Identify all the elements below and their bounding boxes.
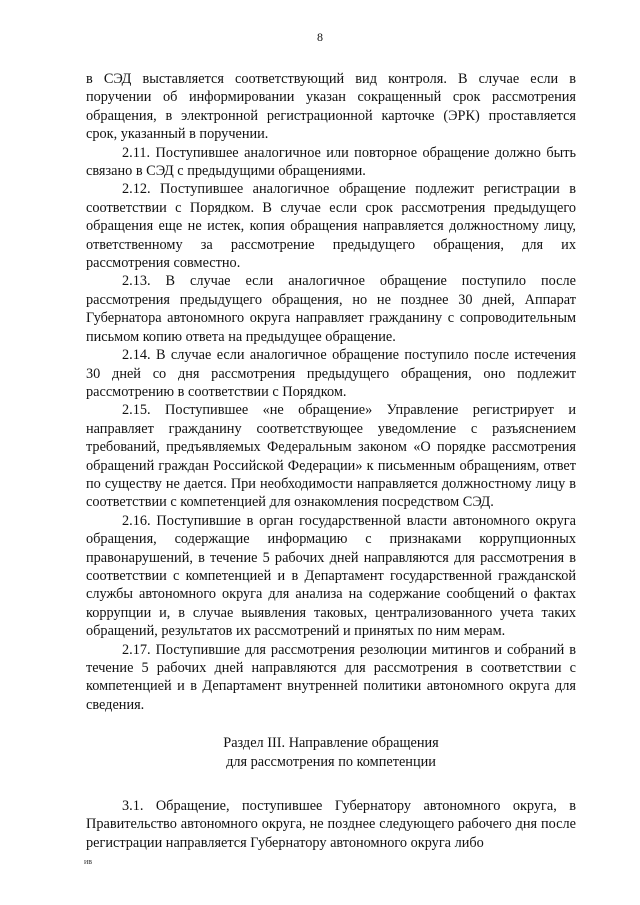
paragraph-2-17: 2.17. Поступившие для рассмотрения резолюции митингов и собраний в течение 5 рабочих дней направляются для рассмотрения в соответствии с компетенцией и в Департамент внутренней политики автономного округа для сведения.: [86, 641, 576, 713]
paragraph-2-11: 2.11. Поступившее аналогичное или повторное обращение должно быть связано в СЭД с предыдущими обращениями.: [86, 144, 576, 180]
paragraph-3-1: 3.1. Обращение, поступившее Губернатору автономного округа, в Правительство автономного округа, не позднее следующего рабочего дня после регистрации направляется Губернатору автономного округа либо: [86, 798, 576, 851]
document-body: [86, 70, 576, 852]
page-number: 8: [317, 30, 323, 44]
section-title: [86, 734, 576, 771]
paragraph-2-15: 2.15. Поступившее «не обращение» Управление регистрирует и направляет гражданину соответствующее уведомление с разъяснением требований, предъявляемых Федеральным законом «О порядке рассмотрения обращений граждан Российской Федерации» к письменным обращениям, ответ по существу не дается. При необходимости направляется должностному лицу в соответствии с компетенцией для ознакомления посредством СЭД.: [86, 402, 576, 511]
paragraph-2-12: 2.12. Поступившее аналогичное обращение подлежит регистрации в соответствии с Порядком. В случае если срок рассмотрения предыдущего обращения еще не истек, копия обращения направляется должностному лицу, ответственному за рассмотрение предыдущего обращения, для их рассмотрения совместно.: [86, 181, 576, 272]
paragraph-2-13: 2.13. В случае если аналогичное обращение поступило после рассмотрения предыдущего обращения, но не позднее 30 дней, Аппарат Губернатора автономного округа направляет гражданину с сопроводительным письмом копию ответа на предыдущее обращение.: [86, 273, 576, 345]
paragraph-2-14: 2.14. В случае если аналогичное обращение поступило после истечения 30 дней со дня рассмотрения предыдущего обращения, оно подлежит рассмотрению в соответствии с Порядком.: [86, 347, 576, 400]
paragraph-continuation: в СЭД выставляется соответствующий вид контроля. В случае если в поручении об информировании указан сокращенный срок рассмотрения обращения, в электронной регистрационной карточке (ЭРК) проставляется срок, указанный в поручении.: [86, 71, 576, 143]
section-spacer: [86, 771, 576, 797]
section-title-line-1: Раздел III. Направление обращения: [223, 735, 439, 752]
footer-mark: ив: [84, 857, 93, 866]
paragraph-2-16: 2.16. Поступившие в орган государственной власти автономного округа обращения, содержащие информацию с признаками коррупционных правонарушений, в течение 5 рабочих дней направляются для рассмотрения в соответствии с компетенцией и в Департамент государственной гражданской службы автономного округа для анализа на содержание сообщений о фактах коррупции и, в случае выявления таковых, централизованного учета таких обращений, результатов их рассмотрений и принятых по ним мерам.: [86, 512, 576, 640]
section-title-line-2: для рассмотрения по компетенции: [226, 753, 436, 770]
